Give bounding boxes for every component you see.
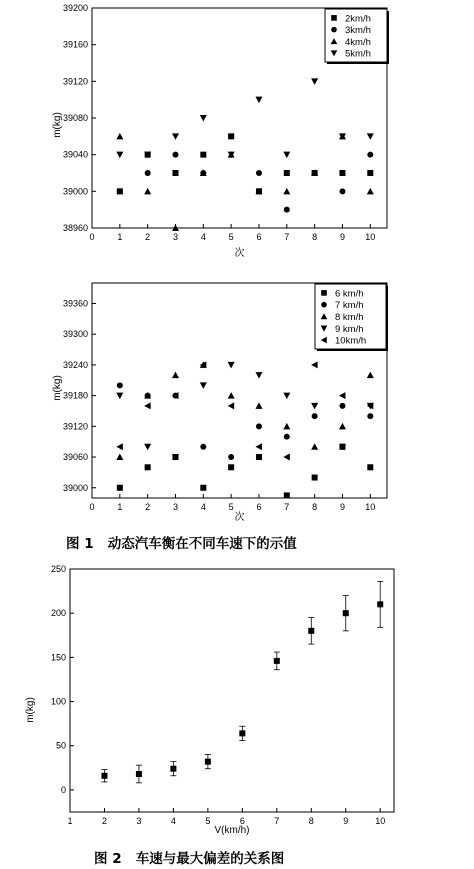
data-point bbox=[312, 413, 318, 419]
x-tick-label: 0 bbox=[89, 502, 95, 512]
y-tick-label: 39000 bbox=[62, 482, 88, 493]
x-tick-label: 9 bbox=[339, 232, 345, 242]
series-1 bbox=[101, 581, 383, 782]
data-point bbox=[117, 188, 123, 194]
data-point bbox=[339, 392, 346, 399]
data-point bbox=[116, 152, 123, 159]
data-point bbox=[256, 454, 262, 460]
legend bbox=[325, 9, 389, 64]
data-point bbox=[144, 188, 151, 195]
data-point bbox=[170, 766, 176, 772]
legend-label: 7 km/h bbox=[335, 300, 364, 312]
x-tick-label: 7 bbox=[284, 232, 290, 242]
chart-1 bbox=[52, 3, 389, 259]
data-point bbox=[283, 423, 290, 430]
chart-2 bbox=[52, 283, 388, 523]
x-tick-label: 5 bbox=[228, 502, 234, 512]
y-tick-label: 0 bbox=[60, 784, 66, 795]
data-point bbox=[117, 382, 123, 388]
legend bbox=[315, 284, 388, 351]
y-axis-label: m(kg) bbox=[25, 697, 36, 723]
series-4 bbox=[116, 362, 373, 461]
data-point bbox=[172, 170, 178, 176]
data-point bbox=[367, 372, 374, 379]
data-point bbox=[144, 402, 151, 409]
x-tick-label: 8 bbox=[312, 502, 318, 512]
y-tick-label: 200 bbox=[50, 608, 66, 619]
y-tick-label: 39360 bbox=[62, 298, 88, 309]
data-point bbox=[339, 188, 345, 194]
data-point bbox=[283, 188, 290, 195]
x-tick-label: 1 bbox=[117, 502, 123, 512]
data-point bbox=[145, 464, 151, 470]
data-point bbox=[367, 170, 373, 176]
x-tick-label: 5 bbox=[205, 816, 211, 826]
legend-marker bbox=[321, 290, 327, 296]
data-point bbox=[116, 443, 123, 450]
data-point bbox=[343, 610, 349, 616]
x-tick-label: 3 bbox=[172, 232, 178, 242]
series-4 bbox=[116, 78, 373, 158]
data-point bbox=[145, 170, 151, 176]
data-point bbox=[200, 382, 207, 389]
y-tick-label: 100 bbox=[50, 696, 66, 707]
series-1 bbox=[117, 444, 373, 499]
data-point bbox=[205, 759, 211, 765]
legend-label: 5km/h bbox=[345, 48, 371, 60]
y-tick-label: 39240 bbox=[62, 359, 88, 370]
data-point bbox=[200, 115, 207, 122]
data-point bbox=[283, 454, 290, 461]
series-5 bbox=[116, 361, 373, 460]
x-tick-label: 2 bbox=[101, 816, 107, 826]
data-point bbox=[200, 485, 206, 491]
x-tick-label: 7 bbox=[274, 816, 280, 826]
data-point bbox=[312, 475, 318, 481]
y-tick-label: 250 bbox=[50, 564, 66, 574]
data-point bbox=[339, 423, 346, 430]
y-tick-label: 50 bbox=[55, 740, 66, 751]
data-point bbox=[308, 628, 314, 634]
data-point bbox=[284, 492, 290, 498]
legend-label: 6 km/h bbox=[335, 288, 364, 300]
x-tick-label: 10 bbox=[365, 502, 376, 512]
data-point bbox=[311, 403, 318, 410]
x-tick-label: 3 bbox=[136, 816, 142, 826]
data-point bbox=[283, 393, 290, 400]
y-tick-label: 39120 bbox=[62, 76, 88, 87]
y-axis-label: m(kg) bbox=[52, 375, 63, 401]
x-tick-label: 6 bbox=[256, 502, 262, 512]
data-point bbox=[228, 362, 235, 369]
legend-label: 9 km/h bbox=[335, 323, 364, 335]
data-point bbox=[284, 170, 290, 176]
legend-label: 3km/h bbox=[345, 25, 371, 37]
data-point bbox=[172, 133, 179, 140]
data-point bbox=[367, 413, 373, 419]
data-point bbox=[377, 601, 383, 607]
y-tick-label: 39200 bbox=[62, 3, 88, 13]
series-3 bbox=[116, 133, 373, 231]
data-point bbox=[311, 78, 318, 85]
data-point bbox=[228, 454, 234, 460]
data-point bbox=[228, 133, 234, 139]
y-tick-label: 150 bbox=[50, 652, 66, 663]
data-point bbox=[116, 454, 123, 461]
data-point bbox=[255, 372, 262, 379]
x-tick-label: 4 bbox=[200, 232, 206, 242]
figure-1-caption: 图 1 动态汽车衡在不同车速下的示值 bbox=[66, 536, 297, 552]
series-3 bbox=[116, 361, 373, 460]
legend-label: 8 km/h bbox=[335, 312, 364, 323]
data-point bbox=[228, 392, 235, 399]
data-point bbox=[339, 403, 345, 409]
x-axis-label: 次 bbox=[234, 512, 245, 523]
chart-3 bbox=[25, 564, 394, 836]
y-tick-label: 39300 bbox=[62, 329, 88, 340]
legend-marker bbox=[331, 15, 337, 21]
y-tick-label: 39080 bbox=[62, 113, 88, 123]
x-tick-label: 1 bbox=[117, 232, 123, 242]
figure-2-caption: 图 2 车速与最大偏差的关系图 bbox=[94, 851, 285, 867]
x-tick-label: 7 bbox=[284, 502, 290, 512]
data-point bbox=[339, 170, 345, 176]
series-1 bbox=[117, 133, 373, 194]
x-tick-label: 4 bbox=[200, 502, 206, 512]
data-point bbox=[367, 464, 373, 470]
data-point bbox=[200, 444, 206, 450]
data-point bbox=[116, 133, 123, 140]
data-point bbox=[255, 97, 262, 104]
data-point bbox=[255, 402, 262, 409]
data-point bbox=[228, 402, 235, 409]
data-point bbox=[136, 771, 142, 777]
x-tick-label: 4 bbox=[170, 816, 176, 826]
data-point bbox=[367, 188, 374, 195]
data-point bbox=[367, 133, 374, 140]
x-tick-label: 0 bbox=[89, 232, 95, 242]
data-point bbox=[284, 434, 290, 440]
y-tick-label: 39000 bbox=[62, 186, 88, 197]
x-tick-label: 6 bbox=[239, 816, 245, 826]
data-point bbox=[239, 730, 245, 736]
data-point bbox=[311, 443, 318, 450]
data-point bbox=[256, 170, 262, 176]
x-tick-label: 5 bbox=[228, 232, 234, 242]
x-tick-label: 3 bbox=[172, 502, 178, 512]
legend-label: 2km/h bbox=[345, 13, 371, 25]
x-tick-label: 8 bbox=[308, 816, 314, 826]
data-point bbox=[283, 152, 290, 159]
legend-label: 4km/h bbox=[345, 36, 371, 48]
data-point bbox=[144, 444, 151, 451]
x-axis-label: V(km/h) bbox=[214, 825, 250, 836]
legend-marker bbox=[331, 27, 337, 33]
data-point bbox=[255, 443, 262, 450]
data-point bbox=[228, 464, 234, 470]
y-axis-label: m(kg) bbox=[52, 112, 63, 138]
x-tick-label: 9 bbox=[339, 502, 345, 512]
x-tick-label: 9 bbox=[343, 816, 349, 826]
x-tick-label: 2 bbox=[145, 502, 151, 512]
y-tick-label: 39180 bbox=[62, 390, 88, 401]
data-point bbox=[367, 152, 373, 158]
series-2 bbox=[117, 382, 373, 460]
data-point bbox=[101, 773, 107, 779]
data-point bbox=[116, 393, 123, 400]
legend-marker bbox=[321, 302, 327, 308]
series-2 bbox=[117, 133, 373, 212]
data-point bbox=[311, 361, 318, 368]
data-point bbox=[256, 423, 262, 429]
y-tick-label: 39160 bbox=[62, 39, 88, 50]
x-tick-label: 6 bbox=[256, 232, 262, 242]
legend-label: 10km/h bbox=[335, 335, 367, 347]
x-tick-label: 2 bbox=[145, 232, 151, 242]
y-tick-label: 39060 bbox=[62, 452, 88, 463]
x-tick-label: 10 bbox=[375, 816, 386, 826]
y-tick-label: 38960 bbox=[62, 223, 88, 233]
x-tick-label: 8 bbox=[312, 232, 318, 242]
y-tick-label: 39120 bbox=[62, 421, 88, 432]
data-point bbox=[284, 207, 290, 213]
data-point bbox=[274, 658, 280, 664]
x-tick-label: 10 bbox=[365, 232, 376, 242]
data-point bbox=[117, 485, 123, 491]
x-tick-label: 1 bbox=[67, 816, 73, 826]
data-point bbox=[172, 152, 178, 158]
data-point bbox=[172, 372, 179, 379]
y-tick-label: 39040 bbox=[62, 149, 88, 160]
data-point bbox=[200, 152, 206, 158]
x-axis-label: 次 bbox=[234, 248, 245, 259]
